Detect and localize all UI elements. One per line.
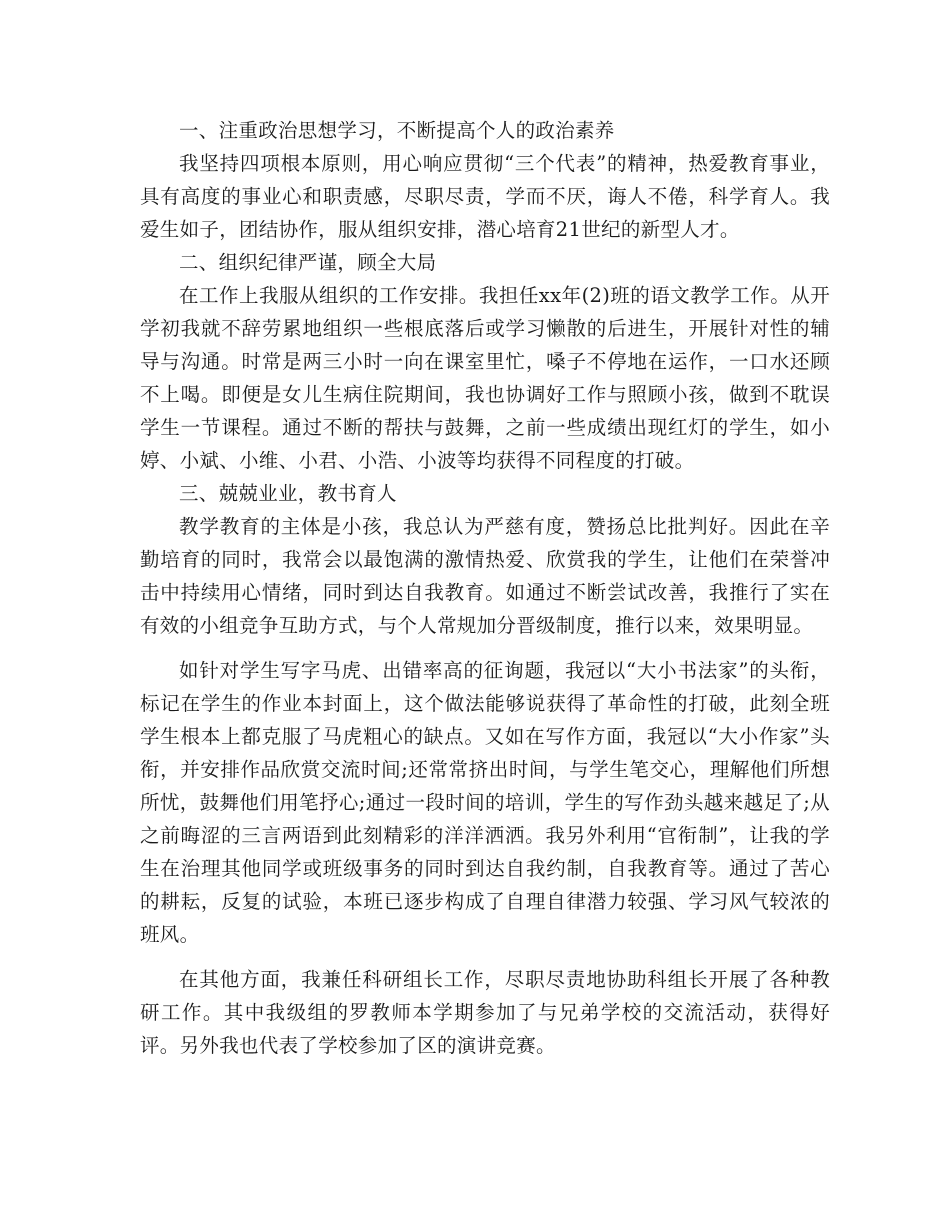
section-1-paragraph-1: 我坚持四项根本原则，用心响应贯彻“三个代表”的精神，热爱教育事业，具有高度的事业心和职责感，尽职尽责，学而不厌，诲人不倦，科学育人。我爱生如子，团结协作，服从组织安排，潜心培育21世纪的新型人才。 <box>140 152 830 241</box>
document-page <box>140 114 830 1062</box>
section-3-paragraph-1: 教学教育的主体是小孩，我总认为严慈有度，赞扬总比批判好。因此在辛勤培育的同时，我常会以最饱满的激情热爱、欣赏我的学生，让他们在荣誉冲击中持续用心情绪，同时到达自我教育。如通过不断尝试改善，我推行了实在有效的小组竞争互助方式，与个人常规加分晋级制度，推行以来，效果明显。 <box>140 515 830 637</box>
section-heading-3: 三、兢兢业业，教书育人 <box>179 482 397 505</box>
section-heading-1: 一、注重政治思想学习，不断提高个人的政治素养 <box>179 119 615 142</box>
section-3-paragraph-3: 在其他方面，我兼任科研组长工作，尽职尽责地协助科组长开展了各种教研工作。其中我级组的罗教师本学期参加了与兄弟学校的交流活动，获得好评。另外我也代表了学校参加了区的演讲竞赛。 <box>140 968 830 1057</box>
section-heading-2: 二、组织纪律严谨，顾全大局 <box>179 251 437 274</box>
section-3-paragraph-2: 如针对学生写字马虎、出错率高的征询题，我冠以“大小书法家”的头衔，标记在学生的作业本封面上，这个做法能够说获得了革命性的打破，此刻全班学生根本上都克服了马虎粗心的缺点。又如在写作方面，我冠以“大小作家”头衔，并安排作品欣赏交流时间;还常常挤出时间，与学生笔交心，理解他们所想所忧，鼓舞他们用笔抒心;通过一段时间的培训，学生的写作劲头越来越足了;从之前晦涩的三言两语到此刻精彩的洋洋洒洒。我另外利用“官衔制”，让我的学生在治理其他同学或班级事务的同时到达自我约制，自我教育等。通过了苦心的耕耘，反复的试验，本班已逐步构成了自理自律潜力较强、学习风气较浓的班风。 <box>140 659 830 946</box>
section-2-paragraph-1: 在工作上我服从组织的工作安排。我担任xx年(2)班的语文教学工作。从开学初我就不辞劳累地组织一些根底落后或学习懒散的后进生，开展针对性的辅导与沟通。时常是两三小时一向在课室里忙，嗓子不停地在运作，一口水还顾不上喝。即便是女儿生病住院期间，我也协调好工作与照顾小孩，做到不耽误学生一节课程。通过不断的帮扶与鼓舞，之前一些成绩出现红灯的学生，如小婷、小斌、小维、小君、小浩、小波等均获得不同程度的打破。 <box>140 284 830 472</box>
